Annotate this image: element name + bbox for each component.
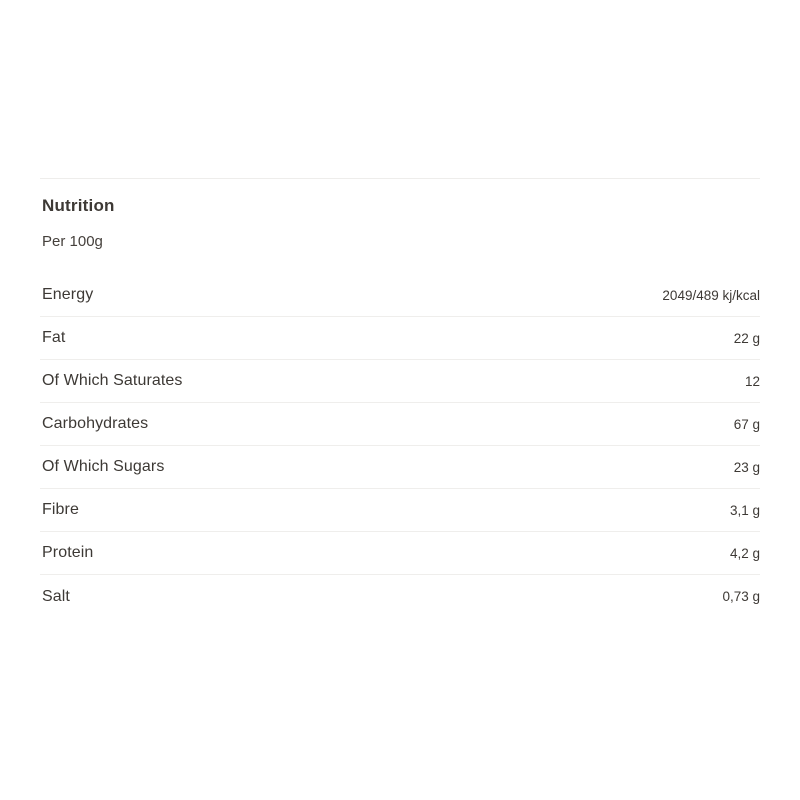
- nutrition-row-salt: [40, 575, 760, 618]
- nutrient-label: Energy: [42, 286, 94, 303]
- nutrition-row-energy: [40, 274, 760, 317]
- nutrient-label: Carbohydrates: [42, 415, 149, 432]
- per-100g-label: Per 100g: [42, 233, 103, 250]
- nutrient-value: 12: [744, 373, 760, 389]
- nutrient-value: 3,1 g: [729, 502, 760, 518]
- nutrient-label: Of Which Sugars: [42, 458, 165, 475]
- nutrient-value: 22 g: [733, 330, 760, 346]
- nutrient-value: 0,73 g: [722, 589, 760, 604]
- nutrition-title: Nutrition: [42, 196, 115, 215]
- nutrition-section: [40, 178, 760, 618]
- nutrient-value: 2049/489 kj/kcal: [662, 287, 760, 303]
- nutrient-label: Salt: [42, 587, 70, 605]
- nutrition-table: [40, 274, 760, 618]
- nutrient-value: 67 g: [733, 416, 760, 432]
- nutrient-label: Fibre: [42, 501, 79, 518]
- nutrition-row-protein: [40, 532, 760, 575]
- nutrition-row-saturates: [40, 360, 760, 403]
- nutrient-label: Fat: [42, 329, 66, 346]
- nutrient-label: Protein: [42, 544, 94, 561]
- nutrition-row-fibre: [40, 489, 760, 532]
- nutrient-value: 23 g: [733, 459, 760, 475]
- nutrition-row-fat: [40, 317, 760, 360]
- nutrient-value: 4,2 g: [729, 545, 760, 561]
- nutrition-row-carbohydrates: [40, 403, 760, 446]
- nutrition-row-sugars: [40, 446, 760, 489]
- nutrient-label: Of Which Saturates: [42, 372, 183, 389]
